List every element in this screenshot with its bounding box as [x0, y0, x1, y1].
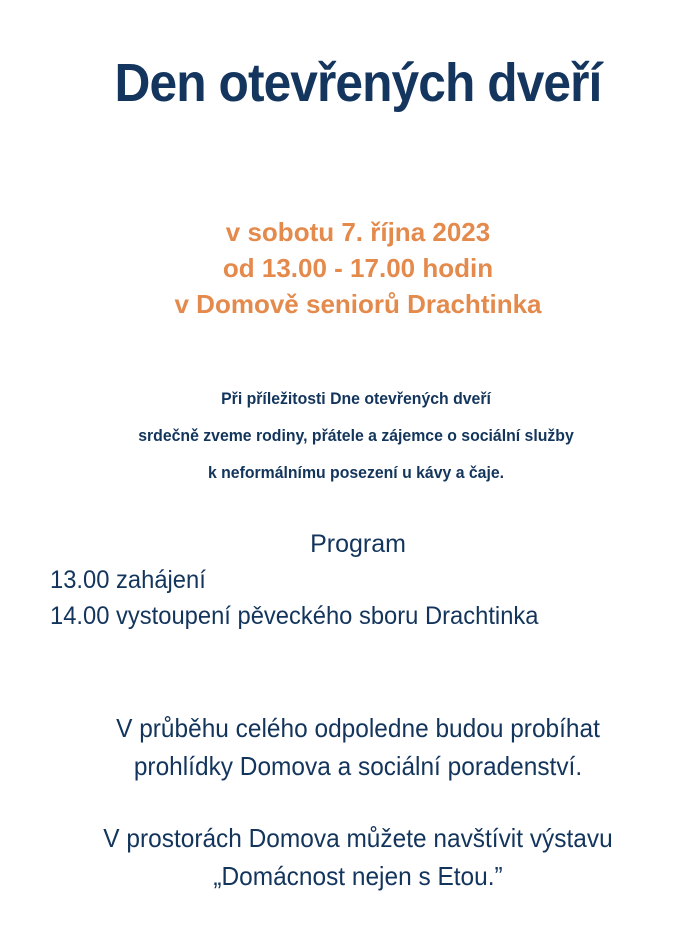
exhibition-info-line-2: „Domácnost nejen s Etou.” — [213, 861, 503, 891]
event-time: od 13.00 - 17.00 hodin — [222, 253, 494, 283]
tours-info-line-1: V průběhu celého odpoledne budou probíhat — [116, 713, 600, 743]
exhibition-info-line-1: V prostorách Domova můžete navštívit výstavu — [103, 823, 613, 853]
event-place: v Domově seniorů Drachtinka — [174, 289, 542, 319]
program-item: 14.00 vystoupení pěveckého sboru Drachtinka — [50, 602, 539, 630]
program-item: 13.00 zahájení — [50, 566, 206, 594]
page-title: Den otevřených dveří — [114, 53, 602, 113]
program-heading: Program — [310, 530, 406, 558]
invitation-line-3: k neformálnímu posezení u kávy a čaje. — [207, 463, 505, 482]
event-date: v sobotu 7. října 2023 — [225, 217, 491, 247]
invitation-line-1: Při příležitosti Dne otevřených dveří — [221, 389, 491, 408]
invitation-line-2: srdečně zveme rodiny, přátele a zájemce o sociální služby — [138, 426, 574, 445]
tours-info-line-2: prohlídky Domova a sociální poradenství. — [133, 751, 583, 781]
